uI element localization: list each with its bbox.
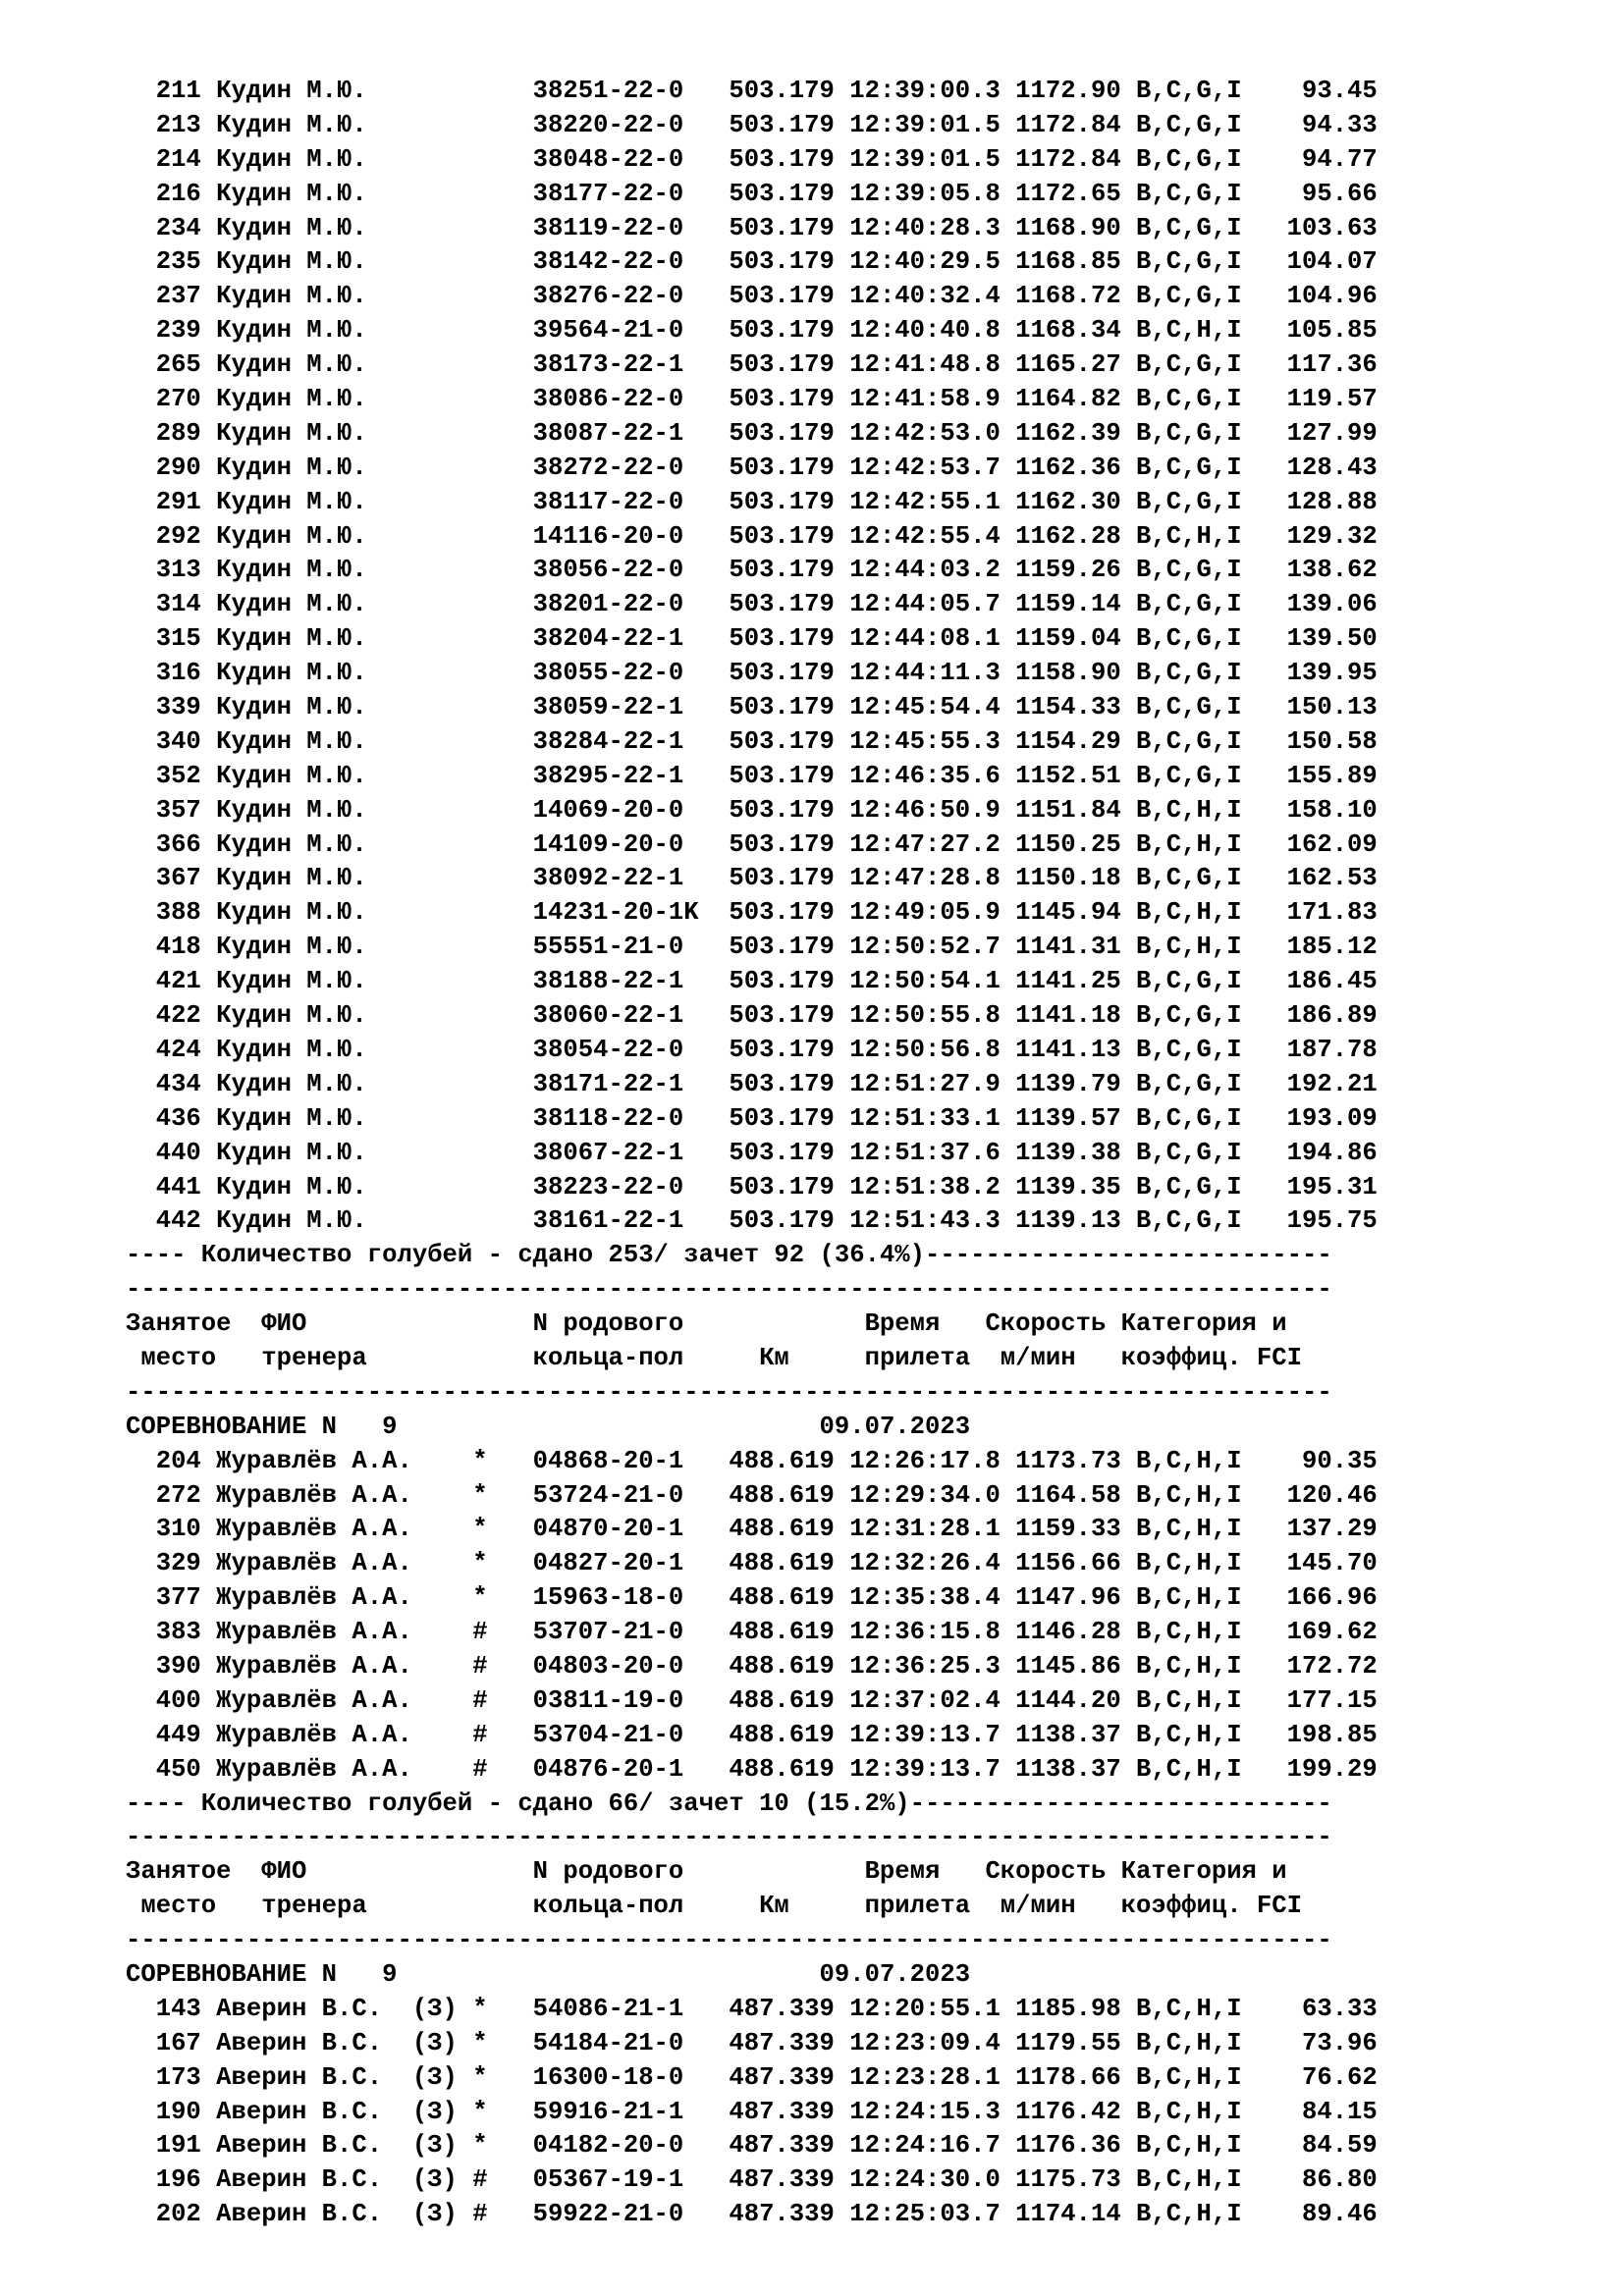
summary-line: ---- Количество голубей - сдано 253/ зачет 92 (36.4%)--------------------------- — [126, 1241, 1332, 1270]
result-row: 316 Кудин М.Ю. 38055-22-0 503.179 12:44:11.3 1158.90 B,C,G,I 139.95 — [126, 659, 1378, 688]
result-row: 216 Кудин М.Ю. 38177-22-0 503.179 12:39:05.8 1172.65 B,C,G,I 95.66 — [126, 179, 1378, 208]
competition-header: СОРЕВНОВАНИЕ N 9 09.07.2023 — [126, 1959, 971, 1989]
separator-line: -------------------------------------------------------------------------------- — [126, 1377, 1332, 1407]
result-row: 314 Кудин М.Ю. 38201-22-0 503.179 12:44:05.7 1159.14 B,C,G,I 139.06 — [126, 590, 1378, 619]
result-row: 339 Кудин М.Ю. 38059-22-1 503.179 12:45:54.4 1154.33 B,C,G,I 150.13 — [126, 693, 1378, 722]
result-row: 352 Кудин М.Ю. 38295-22-1 503.179 12:46:35.6 1152.51 B,C,G,I 155.89 — [126, 761, 1378, 790]
separator-line: -------------------------------------------------------------------------------- — [126, 1926, 1332, 1955]
result-row: 214 Кудин М.Ю. 38048-22-0 503.179 12:39:01.5 1172.84 B,C,G,I 94.77 — [126, 144, 1378, 174]
result-row: 383 Журавлёв А.А. # 53707-21-0 488.619 12:36:15.8 1146.28 B,C,H,I 169.62 — [126, 1618, 1378, 1647]
result-row: 388 Кудин М.Ю. 14231-20-1K 503.179 12:49:05.9 1145.94 B,C,H,I 171.83 — [126, 898, 1378, 928]
result-row: 167 Аверин В.С. (З) * 54184-21-0 487.339 12:23:09.4 1179.55 B,C,H,I 73.96 — [126, 2028, 1378, 2057]
result-row: 441 Кудин М.Ю. 38223-22-0 503.179 12:51:38.2 1139.35 B,C,G,I 195.31 — [126, 1172, 1378, 1201]
result-row: 434 Кудин М.Ю. 38171-22-1 503.179 12:51:27.9 1139.79 B,C,G,I 192.21 — [126, 1069, 1378, 1098]
result-row: 270 Кудин М.Ю. 38086-22-0 503.179 12:41:58.9 1164.82 B,C,G,I 119.57 — [126, 385, 1378, 414]
result-row: 237 Кудин М.Ю. 38276-22-0 503.179 12:40:32.4 1168.72 B,C,G,I 104.96 — [126, 282, 1378, 311]
result-row: 290 Кудин М.Ю. 38272-22-0 503.179 12:42:53.7 1162.36 B,C,G,I 128.43 — [126, 453, 1378, 482]
result-row: 390 Журавлёв А.А. # 04803-20-0 488.619 12:36:25.3 1145.86 B,C,H,I 172.72 — [126, 1651, 1378, 1681]
result-row: 366 Кудин М.Ю. 14109-20-0 503.179 12:47:27.2 1150.25 B,C,H,I 162.09 — [126, 829, 1378, 859]
separator-line: -------------------------------------------------------------------------------- — [126, 1275, 1332, 1305]
result-row: 450 Журавлёв А.А. # 04876-20-1 488.619 12:39:13.7 1138.37 B,C,H,I 199.29 — [126, 1754, 1378, 1784]
result-row: 377 Журавлёв А.А. * 15963-18-0 488.619 12:35:38.4 1147.96 B,C,H,I 166.96 — [126, 1583, 1378, 1613]
separator-line: -------------------------------------------------------------------------------- — [126, 1823, 1332, 1852]
result-row: 418 Кудин М.Ю. 55551-21-0 503.179 12:50:52.7 1141.31 B,C,H,I 185.12 — [126, 933, 1378, 962]
column-header: место тренера кольца-пол Км прилета м/мин коэффиц. FCI — [126, 1892, 1302, 1921]
result-row: 357 Кудин М.Ю. 14069-20-0 503.179 12:46:50.9 1151.84 B,C,H,I 158.10 — [126, 795, 1378, 825]
result-row: 310 Журавлёв А.А. * 04870-20-1 488.619 12:31:28.1 1159.33 B,C,H,I 137.29 — [126, 1515, 1378, 1544]
result-row: 239 Кудин М.Ю. 39564-21-0 503.179 12:40:40.8 1168.34 B,C,H,I 105.85 — [126, 316, 1378, 346]
result-row: 235 Кудин М.Ю. 38142-22-0 503.179 12:40:29.5 1168.85 B,C,G,I 104.07 — [126, 247, 1378, 277]
result-row: 442 Кудин М.Ю. 38161-22-1 503.179 12:51:43.3 1139.13 B,C,G,I 195.75 — [126, 1206, 1378, 1236]
competition-header: СОРЕВНОВАНИЕ N 9 09.07.2023 — [126, 1412, 971, 1441]
result-row: 367 Кудин М.Ю. 38092-22-1 503.179 12:47:28.8 1150.18 B,C,G,I 162.53 — [126, 864, 1378, 893]
result-row: 202 Аверин В.С. (З) # 59922-21-0 487.339 12:25:03.7 1174.14 B,C,H,I 89.46 — [126, 2200, 1378, 2229]
result-row: 213 Кудин М.Ю. 38220-22-0 503.179 12:39:01.5 1172.84 B,C,G,I 94.33 — [126, 110, 1378, 139]
result-row: 315 Кудин М.Ю. 38204-22-1 503.179 12:44:08.1 1159.04 B,C,G,I 139.50 — [126, 624, 1378, 654]
result-row: 421 Кудин М.Ю. 38188-22-1 503.179 12:50:54.1 1141.25 B,C,G,I 186.45 — [126, 967, 1378, 996]
result-row: 400 Журавлёв А.А. # 03811-19-0 488.619 12:37:02.4 1144.20 B,C,H,I 177.15 — [126, 1685, 1378, 1715]
result-row: 424 Кудин М.Ю. 38054-22-0 503.179 12:50:56.8 1141.13 B,C,G,I 187.78 — [126, 1035, 1378, 1064]
result-row: 190 Аверин В.С. (З) * 59916-21-1 487.339 12:24:15.3 1176.42 B,C,H,I 84.15 — [126, 2097, 1378, 2126]
result-row: 204 Журавлёв А.А. * 04868-20-1 488.619 12:26:17.8 1173.73 B,C,H,I 90.35 — [126, 1446, 1378, 1475]
result-row: 191 Аверин В.С. (З) * 04182-20-0 487.339 12:24:16.7 1176.36 B,C,H,I 84.59 — [126, 2131, 1378, 2161]
column-header: Занятое ФИО N родового Время Скорость Категория и — [126, 1857, 1287, 1887]
result-row: 292 Кудин М.Ю. 14116-20-0 503.179 12:42:55.4 1162.28 B,C,H,I 129.32 — [126, 521, 1378, 551]
results-printout — [126, 75, 1598, 2232]
result-row: 329 Журавлёв А.А. * 04827-20-1 488.619 12:32:26.4 1156.66 B,C,H,I 145.70 — [126, 1549, 1378, 1578]
result-row: 436 Кудин М.Ю. 38118-22-0 503.179 12:51:33.1 1139.57 B,C,G,I 193.09 — [126, 1103, 1378, 1133]
result-row: 340 Кудин М.Ю. 38284-22-1 503.179 12:45:55.3 1154.29 B,C,G,I 150.58 — [126, 726, 1378, 756]
result-row: 272 Журавлёв А.А. * 53724-21-0 488.619 12:29:34.0 1164.58 B,C,H,I 120.46 — [126, 1480, 1378, 1510]
result-row: 449 Журавлёв А.А. # 53704-21-0 488.619 12:39:13.7 1138.37 B,C,H,I 198.85 — [126, 1720, 1378, 1749]
summary-line: ---- Количество голубей - сдано 66/ зачет 10 (15.2%)---------------------------- — [126, 1789, 1332, 1818]
result-row: 196 Аверин В.С. (З) # 05367-19-1 487.339 12:24:30.0 1175.73 B,C,H,I 86.80 — [126, 2165, 1378, 2195]
result-row: 143 Аверин В.С. (З) * 54086-21-1 487.339 12:20:55.1 1185.98 B,C,H,I 63.33 — [126, 1994, 1378, 2023]
result-row: 289 Кудин М.Ю. 38087-22-1 503.179 12:42:53.0 1162.39 B,C,G,I 127.99 — [126, 418, 1378, 448]
result-row: 313 Кудин М.Ю. 38056-22-0 503.179 12:44:03.2 1159.26 B,C,G,I 138.62 — [126, 556, 1378, 585]
result-row: 234 Кудин М.Ю. 38119-22-0 503.179 12:40:28.3 1168.90 B,C,G,I 103.63 — [126, 213, 1378, 242]
column-header: место тренера кольца-пол Км прилета м/мин коэффиц. FCI — [126, 1343, 1302, 1372]
result-row: 265 Кудин М.Ю. 38173-22-1 503.179 12:41:48.8 1165.27 B,C,G,I 117.36 — [126, 350, 1378, 380]
result-row: 211 Кудин М.Ю. 38251-22-0 503.179 12:39:00.3 1172.90 B,C,G,I 93.45 — [126, 77, 1378, 105]
result-row: 422 Кудин М.Ю. 38060-22-1 503.179 12:50:55.8 1141.18 B,C,G,I 186.89 — [126, 1001, 1378, 1031]
result-row: 173 Аверин В.С. (З) * 16300-18-0 487.339 12:23:28.1 1178.66 B,C,H,I 76.62 — [126, 2062, 1378, 2092]
column-header: Занятое ФИО N родового Время Скорость Категория и — [126, 1309, 1287, 1339]
result-row: 291 Кудин М.Ю. 38117-22-0 503.179 12:42:55.1 1162.30 B,C,G,I 128.88 — [126, 487, 1378, 516]
result-row: 440 Кудин М.Ю. 38067-22-1 503.179 12:51:37.6 1139.38 B,C,G,I 194.86 — [126, 1138, 1378, 1167]
